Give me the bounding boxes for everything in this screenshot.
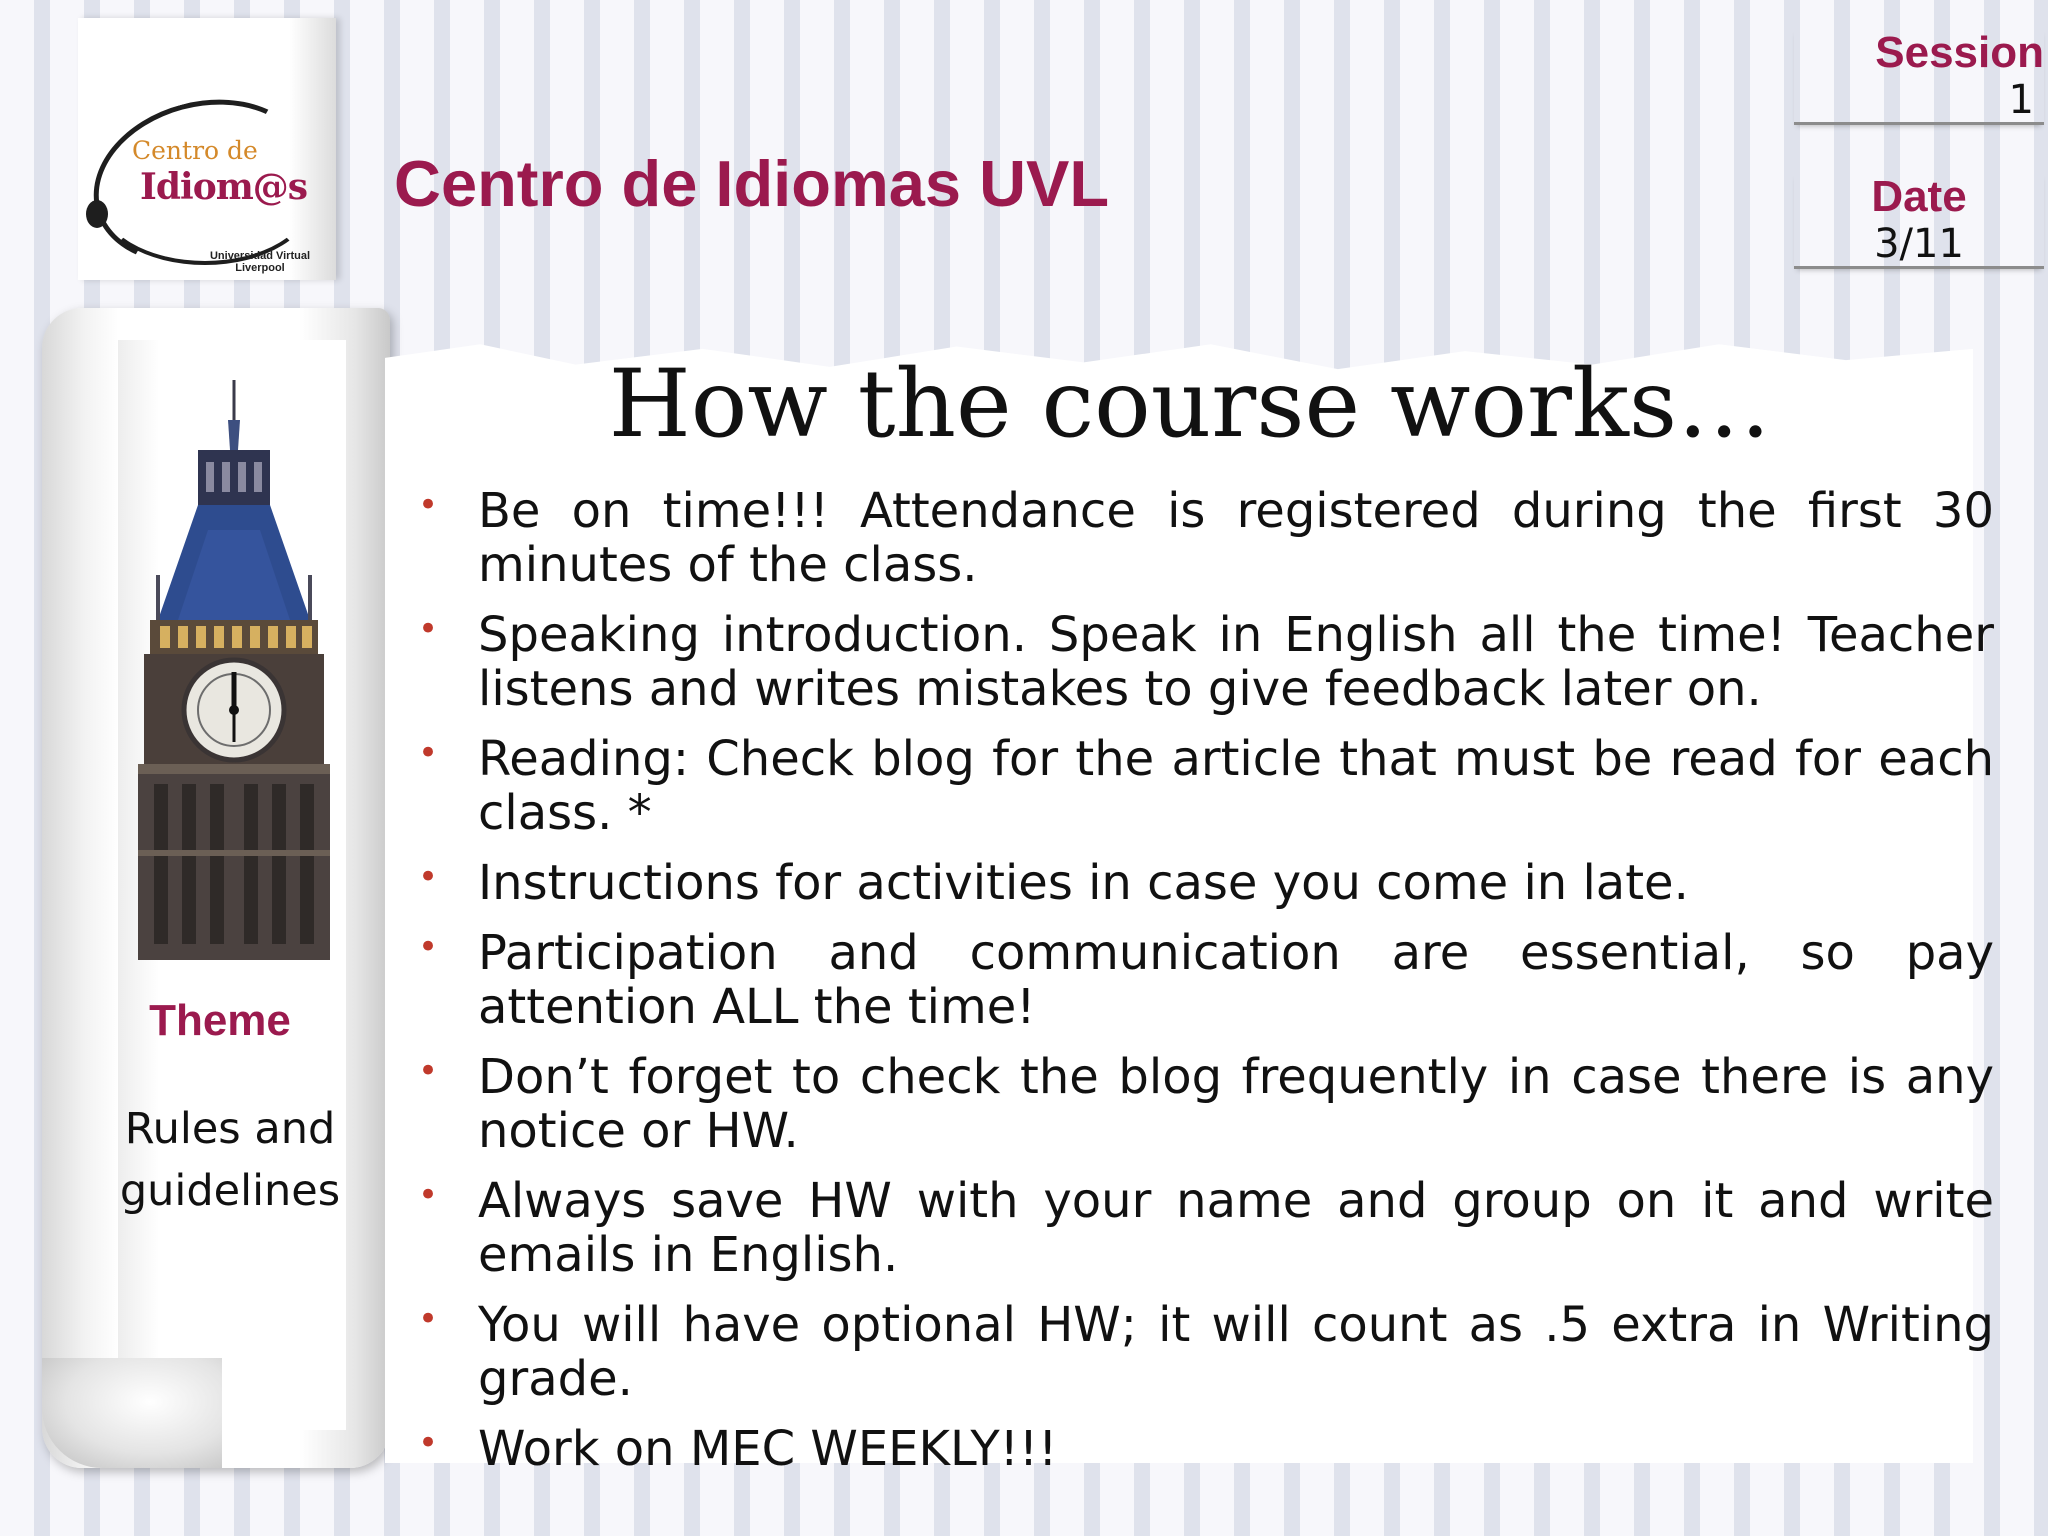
session-label: Session — [1875, 28, 2044, 77]
date-label: Date — [1871, 172, 1967, 221]
date-tag — [1794, 172, 2044, 269]
session-value: 1 — [2008, 77, 2034, 123]
bullet-item: • Be on time!!! Attendance is registered during the first 30 minutes of the class. — [418, 484, 1994, 592]
bullet-item: • Instructions for activities in case you come in late. — [418, 856, 1994, 910]
theme-label: Theme — [149, 996, 291, 1045]
scroll-curl — [42, 1358, 222, 1468]
logo-top-text: Centro de — [132, 136, 258, 165]
slide-title: How the course works… — [608, 350, 1772, 459]
bullet-list — [418, 484, 1994, 1492]
bullet-item: • Always save HW with your name and group on it and write emails in English. — [418, 1174, 1994, 1282]
logo — [86, 92, 326, 272]
theme-text: Rules and guidelines — [119, 1104, 341, 1216]
bullet-item: • Work on MEC WEEKLY!!! — [418, 1422, 1994, 1476]
bullet-item: • Participation and communication are essential, so pay attention ALL the time! — [418, 926, 1994, 1034]
logo-subtitle: Universidad Virtual Liverpool — [209, 250, 311, 274]
big-ben-tower-image — [138, 380, 330, 960]
bullet-item: • Speaking introduction. Speak in English all the time! Teacher listens and writes mistakes to give feedback later on. — [418, 608, 1994, 716]
bullet-item: • Reading: Check blog for the article that must be read for each class. * — [418, 732, 1994, 840]
bullet-item: • You will have optional HW; it will count as .5 extra in Writing grade. — [418, 1298, 1994, 1406]
date-value: 3/11 — [1874, 221, 1964, 267]
logo-main-text: Idiom@s — [140, 166, 308, 208]
brand-title: Centro de Idiomas UVL — [394, 147, 1110, 220]
bullet-item: • Don’t forget to check the blog frequently in case there is any notice or HW. — [418, 1050, 1994, 1158]
session-tag — [1794, 28, 2044, 125]
headset-earpiece-icon — [86, 200, 108, 228]
